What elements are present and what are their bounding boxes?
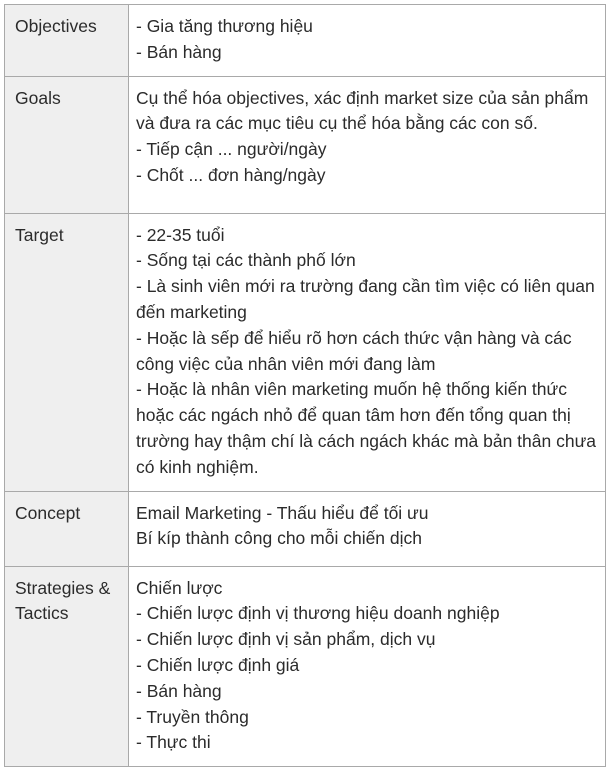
content-line: - Gia tăng thương hiệu (136, 16, 313, 36)
row-content-goals (129, 76, 606, 213)
row-content-target (129, 213, 606, 491)
marketing-plan-table-wrapper (4, 4, 606, 767)
table-row-strategies-tactics (5, 566, 606, 767)
table-row-objectives (5, 5, 606, 77)
content-line: - Hoặc là sếp để hiểu rõ hơn cách thức vận hàng và các công việc của nhân viên mới đang làm (136, 327, 572, 374)
content-line: Email Marketing - Thấu hiểu để tối ưu (136, 502, 429, 523)
content-line: - Truyền thông (136, 706, 249, 727)
row-label-target: Target (5, 213, 129, 491)
row-content-concept (129, 491, 606, 566)
content-line: - Là sinh viên mới ra trường đang cần tìm việc có liên quan đến marketing (136, 276, 595, 322)
table-row-target (5, 213, 606, 491)
content-line: Bí kíp thành công cho mỗi chiến dịch (136, 528, 423, 549)
row-label-strategies-tactics: Strategies & Tactics (5, 566, 129, 767)
content-line: Cụ thể hóa objectives, xác định market size của sản phẩm và đưa ra các mục tiêu cụ thể hóa bằng các con số. (136, 87, 589, 134)
table-row-concept (5, 491, 606, 566)
content-line: - Hoặc là nhân viên marketing muốn hệ thống kiến thức hoặc các ngách nhỏ để quan tâm hơn đến tổng quan thị trường hay thậm chí là cách ngách khác mà bản thân chưa có kinh nghiệm. (136, 379, 597, 477)
content-line: - Bán hàng (136, 41, 222, 62)
content-line: - Chốt ... đơn hàng/ngày (136, 164, 326, 185)
table-row-goals (5, 76, 606, 213)
row-content-objectives (129, 5, 606, 77)
row-label-concept: Concept (5, 491, 129, 566)
content-line: - Thực thi (136, 732, 211, 753)
content-line: - Sống tại các thành phố lớn (136, 250, 356, 271)
content-line: - Tiếp cận ... người/ngày (136, 139, 327, 160)
content-line: - 22-35 tuổi (136, 224, 225, 245)
content-line: - Bán hàng (136, 680, 222, 701)
content-line: - Chiến lược định giá (136, 654, 300, 675)
row-label-objectives: Objectives (5, 5, 129, 77)
row-label-goals: Goals (5, 76, 129, 213)
row-content-strategies-tactics (129, 566, 606, 767)
content-line: - Chiến lược định vị thương hiệu doanh nghiệp (136, 603, 500, 624)
marketing-plan-table (4, 4, 606, 767)
content-line: Chiến lược (136, 577, 223, 598)
content-line: - Chiến lược định vị sản phẩm, dịch vụ (136, 629, 436, 650)
